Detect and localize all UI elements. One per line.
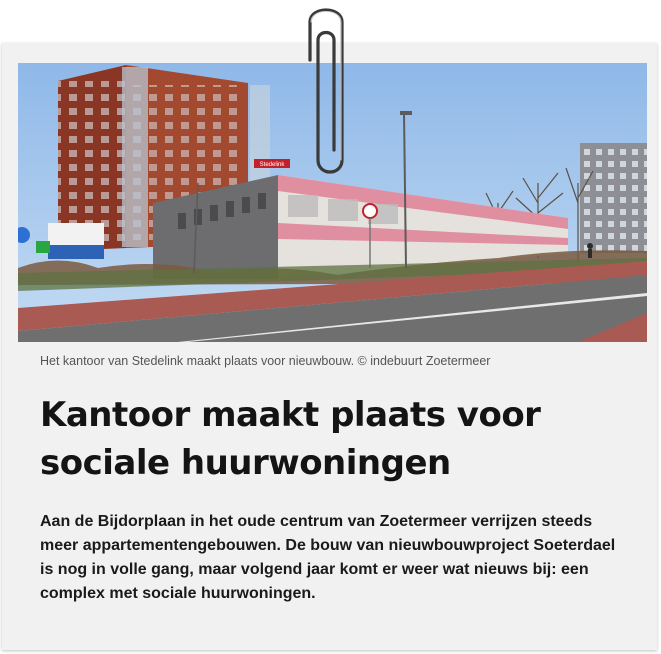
photo-sign: Stedelink — [259, 162, 285, 168]
article-headline: Kantoor maakt plaats voor sociale huurwoningen — [40, 395, 541, 483]
paperclip-icon — [296, 0, 356, 180]
article-lead: Aan de Bijdorplaan in het oude centrum van Zoetermeer verrijzen steeds meer appartementengebouwen. De bouw van nieuwbouwproject Soeterdael is nog in volle gang, maar volgend jaar komt er weer wat nieuws bij: een complex met sociale huurwoningen. — [40, 513, 616, 602]
photo-caption: Het kantoor van Stedelink maakt plaats voor nieuwbouw. © indebuurt Zoetermeer — [40, 354, 491, 368]
